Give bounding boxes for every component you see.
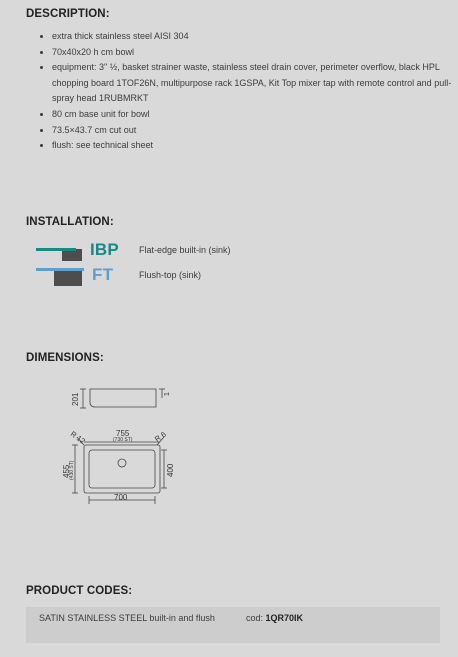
radius-right-label: R 6 <box>152 429 168 444</box>
description-item: • 70x40x20 h cm bowl <box>52 45 452 61</box>
product-code-value <box>246 611 303 626</box>
rim-label: 1 <box>164 392 171 396</box>
bowl-height-label: 400 <box>166 463 175 477</box>
sink-technical-drawing <box>56 382 186 508</box>
flat-edge-built-in-icon <box>36 239 126 263</box>
description-item: • 73.5×43.7 cm cut out <box>52 123 452 139</box>
product-code-row <box>26 607 440 643</box>
dimensions-diagram <box>56 382 186 513</box>
description-item: • flush: see technical sheet <box>52 138 452 154</box>
overall-height-sub-label: (430 ST) <box>69 460 75 480</box>
flush-top-icon <box>36 264 126 288</box>
description-title: DESCRIPTION: <box>26 8 110 20</box>
bowl-width-label: 700 <box>114 493 128 502</box>
installation-title: INSTALLATION: <box>26 216 114 228</box>
description-list <box>36 29 452 154</box>
ft-logo-text: FT <box>92 265 114 284</box>
description-item: • equipment: 3" ½, basket strainer waste, stainless steel drain cover, perimeter overflow, black HPL chopping board 1TOF26N, multipurpose rack 1GSPA, Kit Top mixer tap with remote control and pull-spray head 1RUBMRKT <box>52 60 452 107</box>
product-code-name: SATIN STAINLESS STEEL built-in and flush <box>39 613 215 623</box>
dimensions-title: DIMENSIONS: <box>26 352 104 364</box>
ibp-logo-text: IBP <box>90 240 119 259</box>
installation-option-ft <box>36 264 296 288</box>
product-codes-title: PRODUCT CODES: <box>26 585 133 597</box>
overall-height-label: 455 <box>62 464 71 478</box>
description-item: • 80 cm base unit for bowl <box>52 107 452 123</box>
installation-label-ibp: Flat-edge built-in (sink) <box>139 245 231 255</box>
side-view <box>80 389 165 408</box>
installation-label-ft: Flush-top (sink) <box>139 270 202 280</box>
product-code-cod-label: cod: <box>246 613 264 623</box>
installation-option-ibp <box>36 239 296 263</box>
radius-left-label: R 12 <box>68 429 87 446</box>
overall-width-label: 755 <box>116 429 130 438</box>
depth-label: 201 <box>71 392 80 406</box>
product-code: 1QR70IK <box>265 613 304 623</box>
overall-width-sub-label: (730 ST) <box>113 437 133 443</box>
description-item: • extra thick stainless steel AISI 304 <box>52 29 452 45</box>
